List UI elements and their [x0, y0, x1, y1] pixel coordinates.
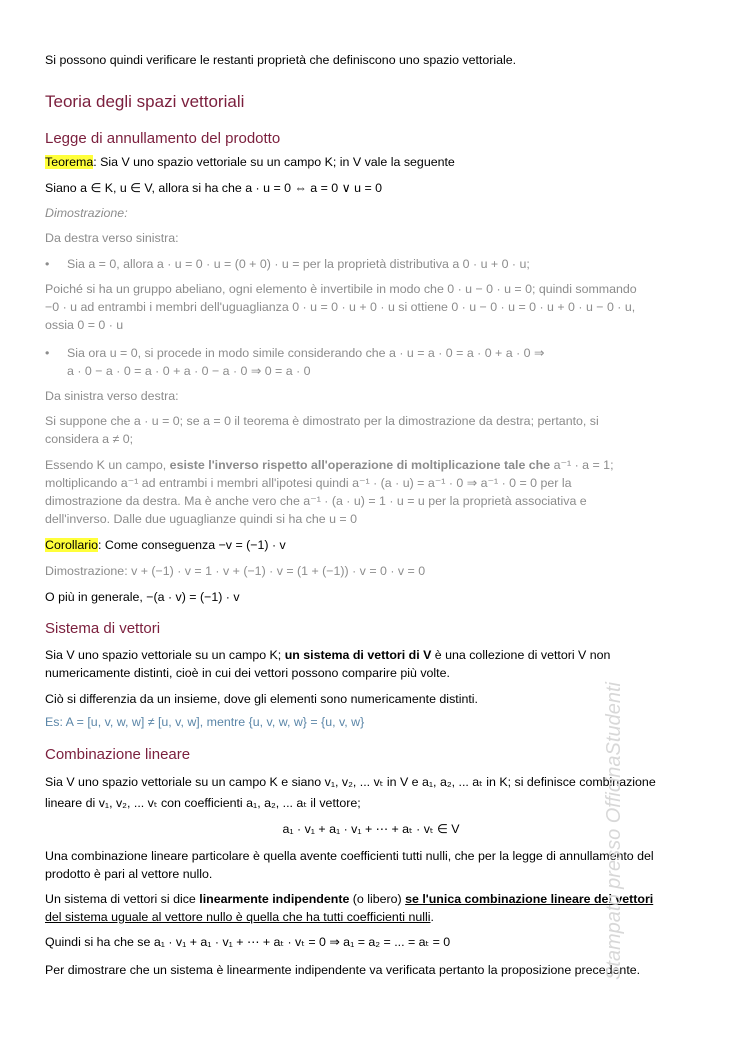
bullet-icon: • [45, 257, 50, 271]
corollary-text: : Come conseguenza −v = (−1) · v [98, 538, 286, 552]
example-line: Es: A = [u, v, w, w] ≠ [u, v, w], mentre {u, v, w, w} = {u, v, w} [45, 715, 365, 729]
paragraph-line: numericamente distinti, cioè in cui dei vettori possono comparire più volte. [45, 666, 450, 680]
paragraph-line: considera a ≠ 0; [45, 432, 134, 446]
paragraph-line: Essendo K un campo, esiste l'inverso rispetto all'operazione di moltiplicazione tale che a⁻¹ · a = 1; [45, 458, 614, 472]
section-heading-theory: Teoria degli spazi vettoriali [45, 92, 245, 111]
left-to-right-label: Da sinistra verso destra: [45, 389, 179, 403]
bullet-item-1 [45, 256, 530, 272]
general-statement: O più in generale, −(a · v) = (−1) · v [45, 590, 240, 604]
paragraph-line: del sistema uguale al vettore nullo è quella che ha tutti coefficienti nulli. [45, 910, 434, 924]
corollary-line [45, 537, 286, 553]
theorem-label: Teorema [45, 155, 94, 169]
bold-phrase: linearmente indipendente [199, 892, 350, 906]
subsection-heading-law: Legge di annullamento del prodotto [45, 130, 281, 147]
display-formula: a₁ · v₁ + a₁ · v₁ + ⋯ + aₜ · vₜ ∈ V [282, 822, 460, 836]
paragraph-line: Ciò si differenzia da un insieme, dove gli elementi sono numericamente distinti. [45, 692, 478, 706]
bullet-text: Sia a = 0, allora a · u = 0 · u = (0 + 0) · u = per la proprietà distributiva a 0 · u + 0 · u; [67, 257, 530, 271]
bold-phrase: esiste l'inverso rispetto all'operazione di moltiplicazione tale che [169, 458, 551, 472]
paragraph-line: dimostrazione da destra. Ma è anche vero che a⁻¹ · (a · u) = 1 · u = u per la proprietà associativa e [45, 494, 587, 508]
intro-paragraph: Si possono quindi verificare le restanti proprietà che definiscono uno spazio vettoriale. [45, 53, 517, 67]
paragraph-line: Quindi si ha che se a₁ · v₁ + a₁ · v₁ + ⋯ + aₜ · vₜ = 0 ⇒ a₁ = a₂ = ... = aₜ = 0 [45, 935, 451, 949]
paragraph-line: Poiché si ha un gruppo abeliano, ogni elemento è invertibile in modo che 0 · u − 0 · u = 0; quindi sommando [45, 282, 637, 296]
bullet-icon: • [45, 346, 50, 360]
theorem-statement: Siano a ∈ K, u ∈ V, allora si ha che a · u = 0 ⇔ a = 0 ∨ u = 0 [45, 181, 383, 195]
watermark: Stampato presso OfficinaStudenti [603, 682, 625, 980]
bullet-text: Sia ora u = 0, si procede in modo simile considerando che a · u = a · 0 = a · 0 + a · 0 ⇒ [67, 346, 545, 360]
bullet-continuation: a · 0 − a · 0 = a · 0 + a · 0 − a · 0 ⇒ 0 = a · 0 [67, 364, 311, 378]
paragraph-line: Per dimostrare che un sistema è linearmente indipendente va verificata pertanto la proposizione precedente. [45, 963, 641, 977]
proof-label: Dimostrazione: [45, 206, 128, 220]
theorem-line [45, 154, 455, 170]
subsection-heading-combination: Combinazione lineare [45, 746, 191, 763]
paragraph-line: −0 · u ad entrambi i membri dell'uguaglianza 0 · u = 0 · u + 0 · u si ottiene 0 · u − 0 · u = 0 · u + 0 · u − 0 · u, [45, 300, 636, 314]
paragraph-line: moltiplicando a⁻¹ ad entrambi i membri all'ipotesi quindi a⁻¹ · (a · u) = a⁻¹ · 0 ⇒ a⁻¹ · 0 = 0 per la [45, 476, 572, 490]
right-to-left-label: Da destra verso sinistra: [45, 231, 179, 245]
paragraph-line: Un sistema di vettori si dice linearmente indipendente (o libero) se l'unica combinazione lineare dei vettori [45, 892, 654, 906]
underlined-phrase: se l'unica combinazione lineare dei vettori [405, 892, 654, 906]
underlined-phrase: del sistema uguale al vettore nullo è quella che ha tutti coefficienti nulli [45, 910, 431, 924]
corollary-proof: Dimostrazione: v + (−1) · v = 1 · v + (−1) · v = (1 + (−1)) · v = 0 · v = 0 [45, 564, 426, 578]
paragraph-line: prodotto è pari al vettore nullo. [45, 867, 213, 881]
paragraph-line: ossia 0 = 0 · u [45, 318, 124, 332]
paragraph-line: Sia V uno spazio vettoriale su un campo K; un sistema di vettori di V è una collezione di vettori V non [45, 648, 611, 662]
bold-phrase: un sistema di vettori di V [284, 648, 432, 662]
theorem-text: : Sia V uno spazio vettoriale su un campo K; in V vale la seguente [93, 155, 455, 169]
subsection-heading-system: Sistema di vettori [45, 620, 161, 637]
paragraph-line: lineare di v₁, v₂, ... vₜ con coefficienti a₁, a₂, ... aₜ il vettore; [45, 796, 361, 810]
paragraph-line: Si suppone che a · u = 0; se a = 0 il teorema è dimostrato per la dimostrazione da destra; pertanto, si [45, 414, 599, 428]
corollary-label: Corollario [45, 538, 99, 552]
paragraph-line: dell'inverso. Dalle due uguaglianze quindi si ha che u = 0 [45, 512, 357, 526]
bullet-item-2 [45, 345, 544, 361]
paragraph-line: Sia V uno spazio vettoriale su un campo K e siano v₁, v₂, ... vₜ in V e a₁, a₂, ... aₜ in K; si definisce combinazione [45, 775, 656, 789]
paragraph-line: Una combinazione lineare particolare è quella avente coefficienti tutti nulli, che per la legge di annullamento del [45, 849, 654, 863]
